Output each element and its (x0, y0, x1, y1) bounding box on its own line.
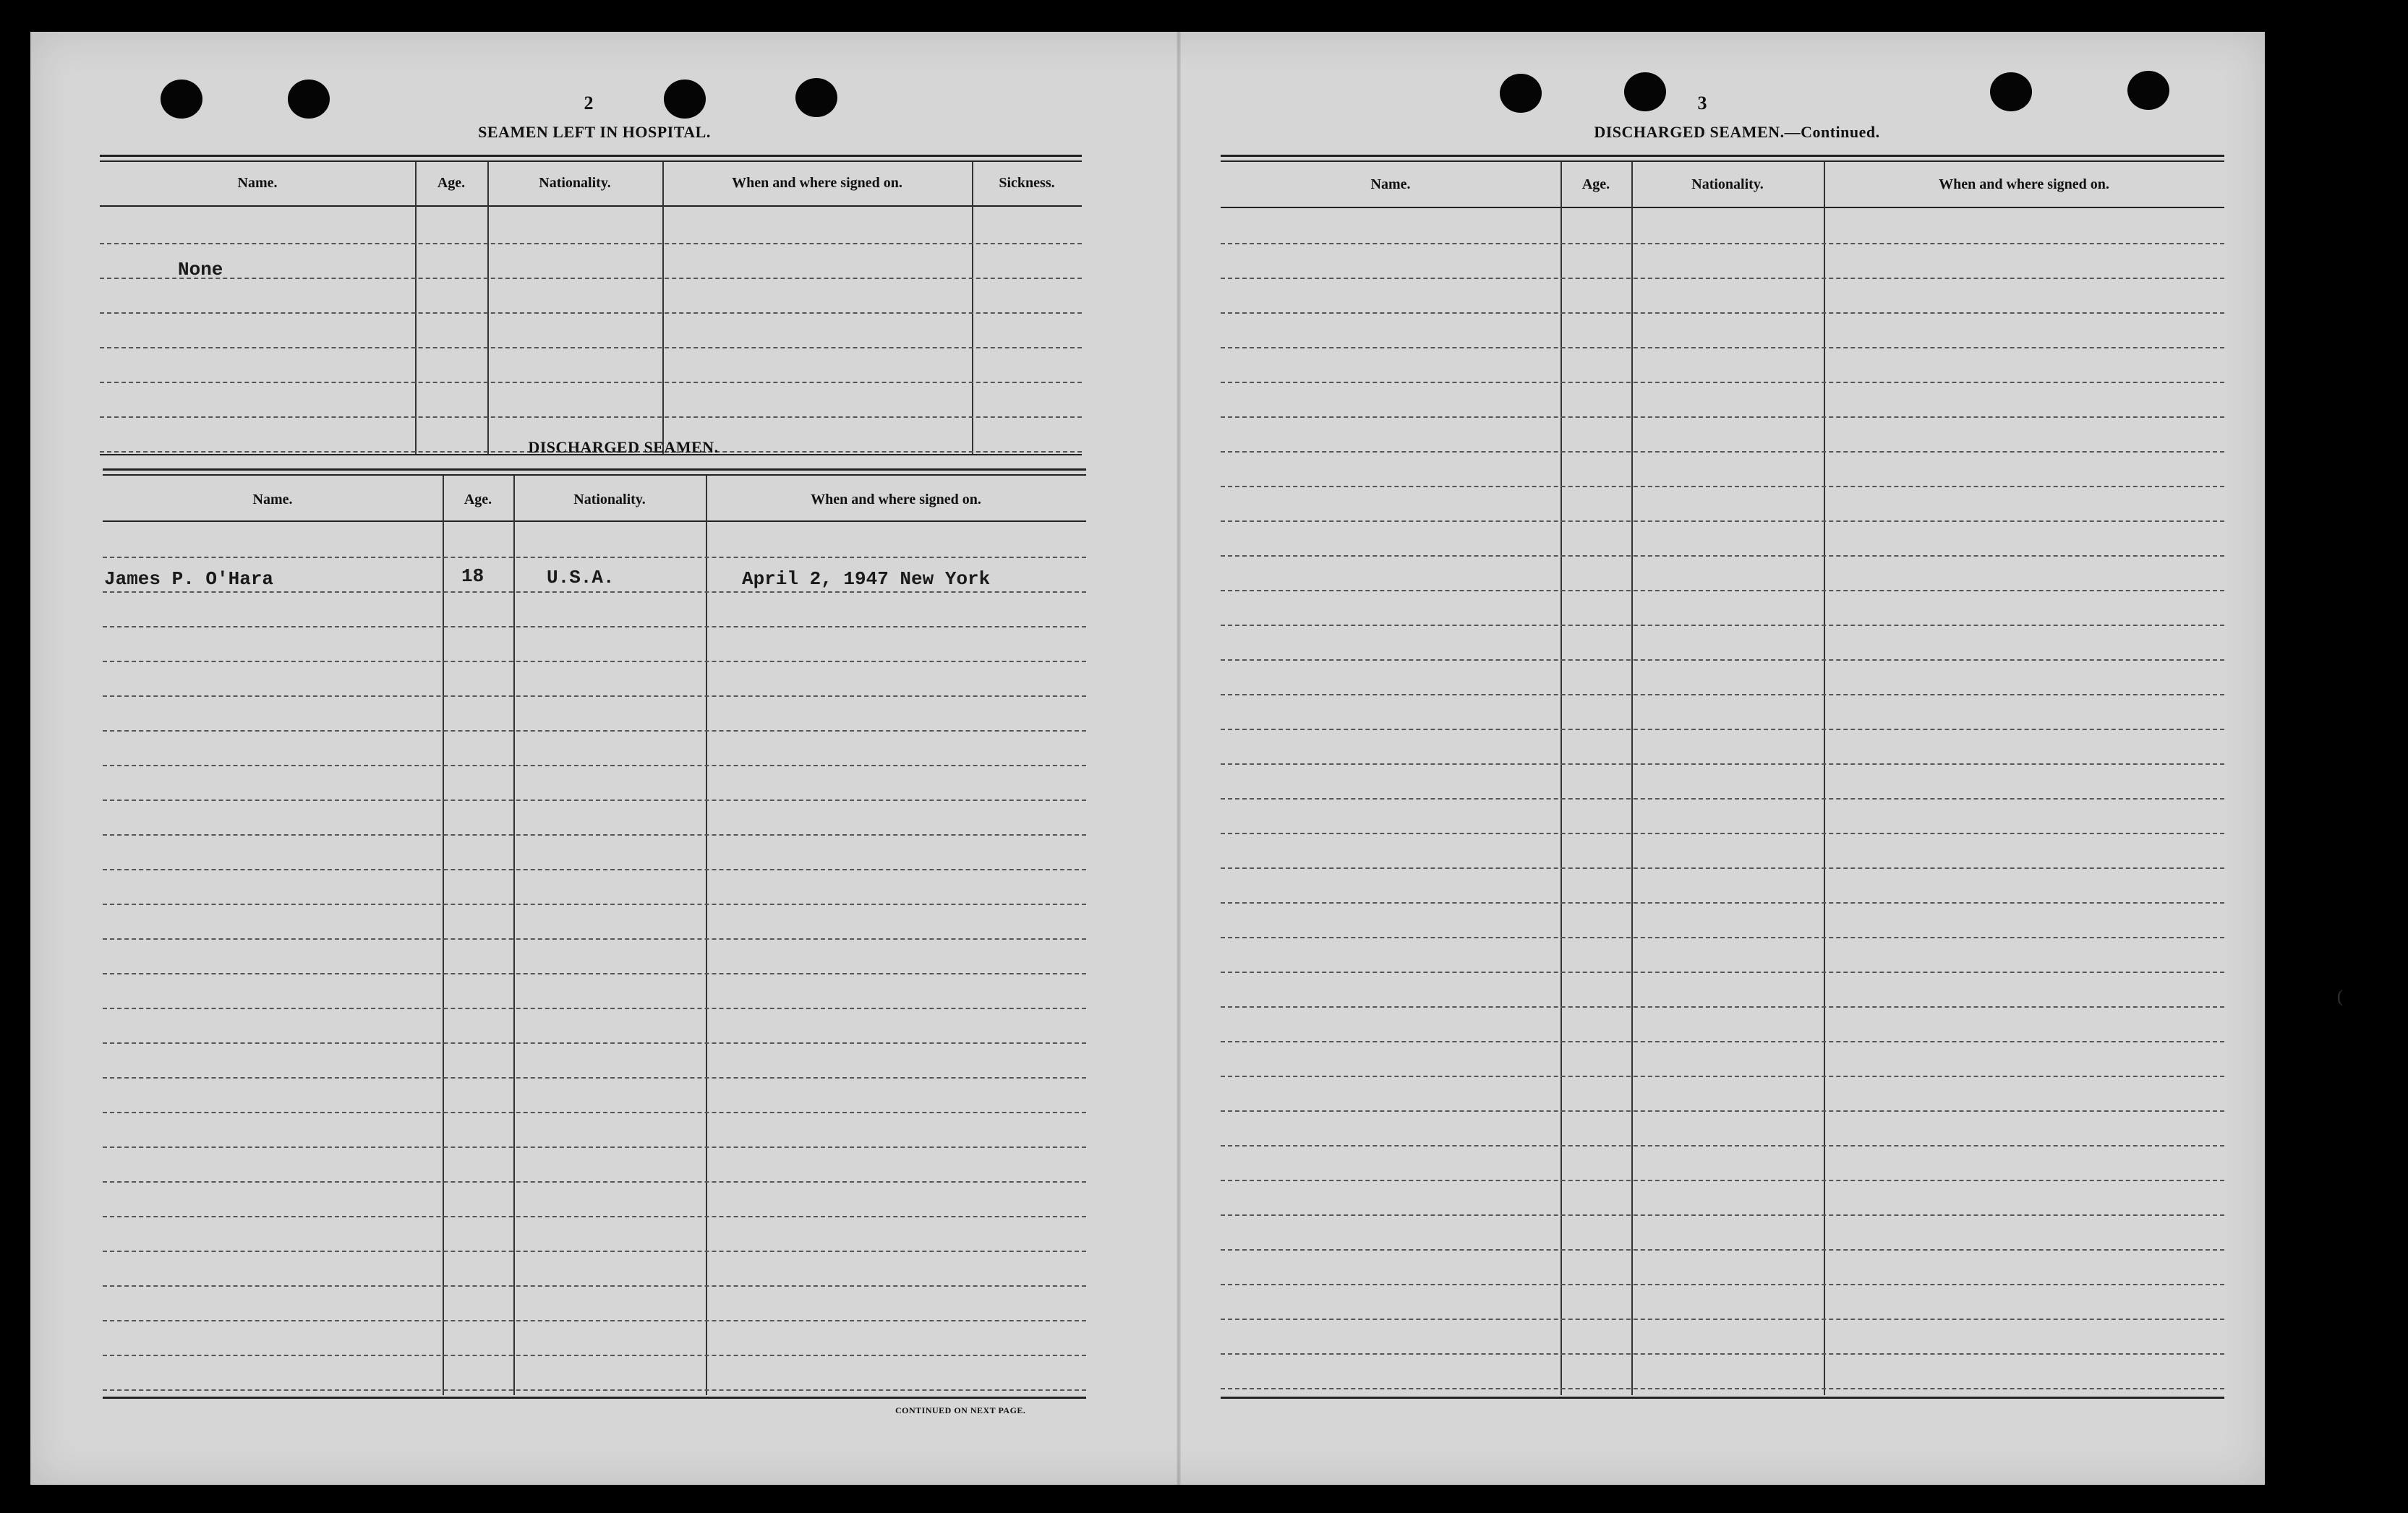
page-number-left: 2 (584, 93, 594, 113)
punch-hole (2127, 71, 2169, 110)
punch-hole (288, 80, 330, 119)
col-header-nationality: Nationality. (1691, 176, 1764, 192)
table-row (1221, 729, 2224, 765)
table-row (100, 278, 1082, 314)
table-row (103, 730, 1086, 766)
table-row (1221, 520, 2224, 557)
table-row (1221, 555, 2224, 591)
col-header-age: Age. (464, 492, 492, 507)
discharged-continued-title: DISCHARGED SEAMEN.—Continued. (1594, 123, 1880, 141)
table-row (103, 1112, 1086, 1148)
table-row (1221, 798, 2224, 834)
punch-hole (795, 78, 837, 117)
hospital-entry-name: None (178, 259, 223, 280)
table-row (103, 1216, 1086, 1252)
table-row (1221, 1006, 2224, 1042)
table-row (103, 1077, 1086, 1113)
punch-hole (1990, 72, 2032, 111)
table-row (1221, 1041, 2224, 1077)
table-row (103, 626, 1086, 662)
table-row (103, 904, 1086, 940)
table-row (1221, 1249, 2224, 1285)
document-sheet (30, 32, 2265, 1485)
table-row (1221, 208, 2224, 244)
col-header-sickness: Sickness. (999, 175, 1055, 191)
table-row (103, 522, 1086, 558)
continued-footer: CONTINUED ON NEXT PAGE. (895, 1405, 1026, 1415)
table-row (103, 1146, 1086, 1183)
table-row (1221, 1076, 2224, 1112)
hospital-section-title: SEAMEN LEFT IN HOSPITAL. (478, 123, 711, 141)
discharged-entry-signed-on: April 2, 1947 New York (742, 568, 991, 590)
table-row (1221, 486, 2224, 522)
table-row (100, 207, 1082, 244)
discharged-section-title: DISCHARGED SEAMEN. (528, 438, 719, 456)
scan-artifact: ( (2337, 987, 2343, 1006)
table-row (100, 243, 1082, 279)
table-row (103, 765, 1086, 801)
table-row (103, 800, 1086, 836)
discharged-entry-age: 18 (461, 565, 484, 587)
table-row (1221, 867, 2224, 904)
col-header-age: Age. (437, 175, 466, 191)
table-row (1221, 1284, 2224, 1320)
col-header-signed-on: When and where signed on. (732, 175, 902, 191)
discharged-continued-table (1221, 155, 2224, 1400)
table-row (1221, 1353, 2224, 1389)
punch-hole (1624, 72, 1666, 111)
col-header-signed-on: When and where signed on. (1939, 176, 2109, 192)
table-row (1221, 590, 2224, 626)
col-header-nationality: Nationality. (539, 175, 611, 191)
table-row (103, 661, 1086, 697)
table-row (1221, 347, 2224, 383)
discharged-entry-nationality: U.S.A. (547, 567, 615, 588)
table-row (103, 695, 1086, 732)
discharged-table (103, 468, 1086, 1400)
table-row (1221, 972, 2224, 1008)
table-row (100, 382, 1082, 418)
table-row (103, 1355, 1086, 1391)
table-row (1221, 416, 2224, 453)
table-row (1221, 451, 2224, 487)
table-row (103, 938, 1086, 974)
table-row (103, 591, 1086, 627)
table-row (1221, 278, 2224, 314)
table-row (103, 1008, 1086, 1044)
table-row (1221, 937, 2224, 973)
table-row (103, 973, 1086, 1009)
page-fold (1177, 32, 1181, 1485)
col-header-age: Age. (1581, 176, 1610, 192)
table-row (1221, 659, 2224, 695)
table-row (1221, 833, 2224, 869)
table-row (1221, 763, 2224, 800)
table-row (103, 1285, 1086, 1321)
hospital-table (100, 155, 1082, 457)
table-row (103, 1251, 1086, 1287)
table-row (100, 347, 1082, 383)
table-row (103, 1042, 1086, 1079)
col-header-name: Name. (1370, 176, 1411, 192)
punch-hole (161, 80, 202, 119)
table-row (1221, 1180, 2224, 1216)
punch-hole (664, 80, 706, 119)
table-row (103, 869, 1086, 905)
table-row (1221, 243, 2224, 279)
table-row (1221, 382, 2224, 418)
table-row (1221, 902, 2224, 938)
table-row (1221, 1214, 2224, 1251)
table-row (100, 312, 1082, 348)
table-row (1221, 694, 2224, 730)
table-row (1221, 312, 2224, 348)
table-row (103, 834, 1086, 870)
discharged-entry-name: James P. O'Hara (104, 568, 274, 590)
table-row (1221, 1110, 2224, 1146)
table-row (1221, 625, 2224, 661)
col-header-signed-on: When and where signed on. (811, 492, 981, 507)
table-row (1221, 1319, 2224, 1355)
table-row (1221, 1145, 2224, 1181)
col-header-name: Name. (252, 492, 293, 507)
punch-hole (1500, 74, 1542, 113)
page-number-right: 3 (1697, 93, 1707, 113)
col-header-name: Name. (237, 175, 278, 191)
table-row (103, 1320, 1086, 1356)
table-row (103, 1181, 1086, 1217)
col-header-nationality: Nationality. (573, 492, 646, 507)
